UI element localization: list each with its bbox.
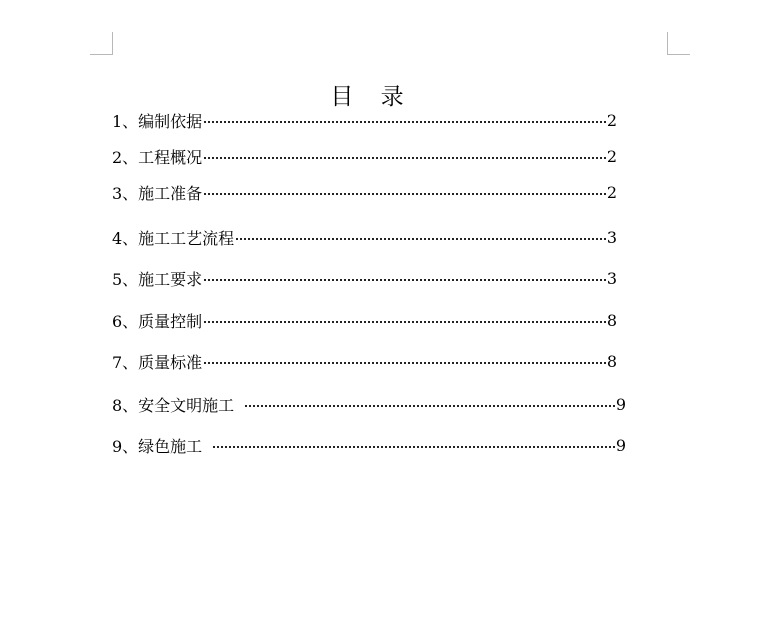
toc-entry-label: 9、绿色施工 — [112, 436, 203, 456]
toc-entry[interactable] — [112, 433, 626, 457]
toc-entry[interactable] — [112, 308, 617, 332]
toc-dot-leader — [244, 405, 615, 407]
toc-entry-page: 2 — [606, 146, 617, 166]
toc-dot-leader — [203, 121, 606, 123]
toc-entry-page: 2 — [606, 182, 617, 202]
toc-entry-page: 3 — [606, 227, 617, 247]
toc-entry-label: 2、工程概况 — [112, 147, 203, 167]
toc-entry-page: 3 — [606, 268, 617, 288]
toc-dot-leader — [203, 279, 606, 281]
toc-entry-page: 8 — [606, 351, 617, 371]
toc-entry-page: 2 — [606, 110, 617, 130]
toc-entry-page: 9 — [615, 394, 626, 414]
toc-entry[interactable] — [112, 349, 617, 373]
toc-entry-label: 7、质量标准 — [112, 352, 203, 372]
toc-entry-label: 3、施工准备 — [112, 183, 203, 203]
toc-dot-leader — [203, 362, 606, 364]
toc-entry[interactable] — [112, 266, 617, 290]
toc-entry-label: 1、编制依据 — [112, 111, 203, 131]
toc-dot-leader — [203, 321, 606, 323]
toc-entry-label: 4、施工工艺流程 — [112, 228, 235, 248]
toc-entry[interactable] — [112, 108, 617, 132]
toc-entry[interactable] — [112, 144, 617, 168]
toc-dot-leader — [203, 193, 606, 195]
toc-entry-label: 6、质量控制 — [112, 311, 203, 331]
toc-entry-label: 5、施工要求 — [112, 269, 203, 289]
toc-entry[interactable] — [112, 225, 617, 249]
margin-corner-top-right — [667, 32, 690, 55]
toc-dot-leader — [235, 238, 606, 240]
toc-entry[interactable] — [112, 392, 626, 416]
toc-dot-leader — [212, 446, 615, 448]
toc-entry-page: 8 — [606, 310, 617, 330]
toc-entry-page: 9 — [615, 435, 626, 455]
toc-dot-leader — [203, 157, 606, 159]
toc-entry-label: 8、安全文明施工 — [112, 395, 235, 415]
toc-entry[interactable] — [112, 180, 617, 204]
margin-corner-top-left — [90, 32, 113, 55]
toc-title: 目 录 — [330, 84, 414, 110]
